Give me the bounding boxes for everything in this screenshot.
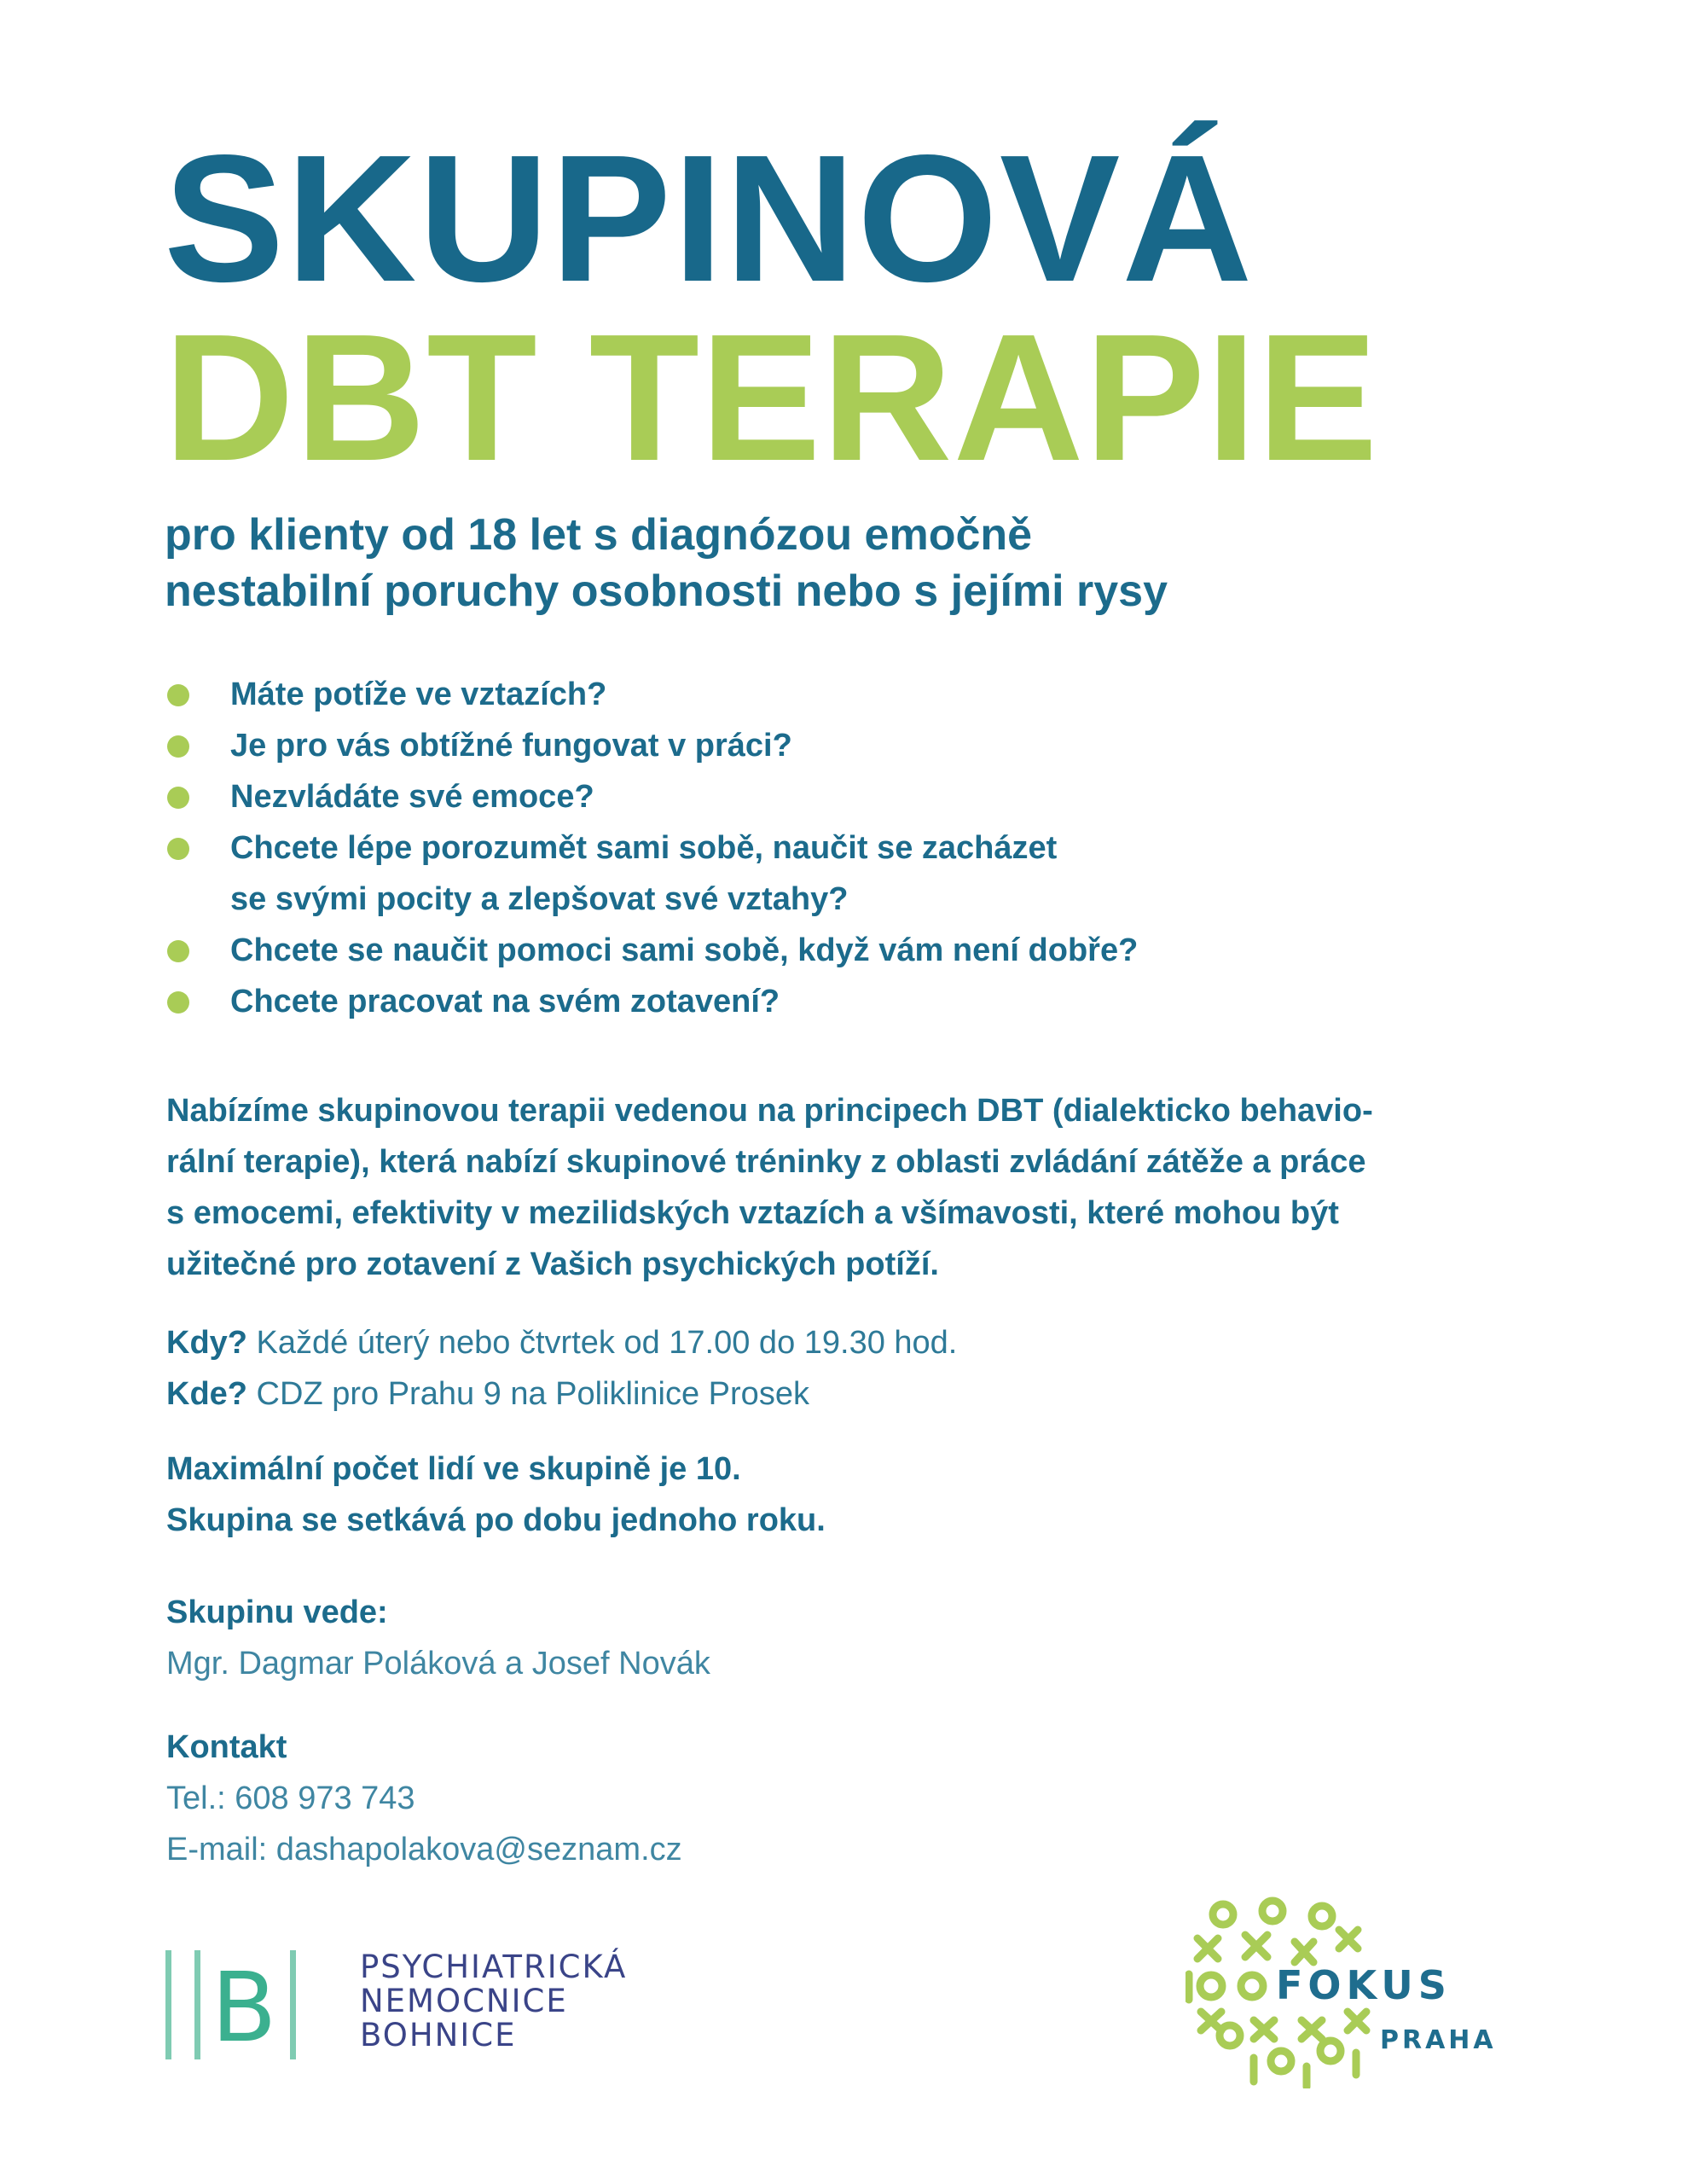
- group-size: Maximální počet lidí ve skupině je 10.: [166, 1451, 741, 1487]
- list-item-text: Chcete pracovat na svém zotavení?: [230, 984, 780, 1019]
- when-label: Kdy?: [166, 1325, 247, 1361]
- subtitle: [165, 507, 1572, 619]
- bohnice-logo: [162, 1945, 674, 2065]
- bohnice-name-line-2: NEMOCNICE: [360, 1983, 568, 2019]
- bullet-dot-icon: [167, 787, 189, 809]
- bohnice-name-line-3: BOHNICE: [360, 2017, 517, 2053]
- list-item-text: Nezvládáte své emoce?: [230, 779, 594, 815]
- bohnice-mark-icon: [162, 1945, 350, 2065]
- contact-label: Kontakt: [166, 1729, 287, 1765]
- title-line-2: DBT TERAPIE: [164, 296, 1379, 498]
- bullet-dot-icon: [167, 940, 189, 962]
- subtitle-line-2: nestabilní poruchy osobnosti nebo s jejími rysy: [165, 566, 1168, 616]
- leaders-label: Skupinu vede:: [166, 1594, 388, 1630]
- contact-email: E-mail: dashapolakova@seznam.cz: [166, 1832, 682, 1867]
- list-item-text: Máte potíže ve vztazích?: [230, 677, 607, 712]
- bohnice-name-line-1: PSYCHIATRICKÁ: [360, 1949, 628, 1985]
- intro-line-3: s emocemi, efektivity v mezilidských vztazích a všímavosti, které mohou být: [166, 1195, 1339, 1231]
- list-item: [167, 669, 1446, 720]
- bohnice-mark-letter: B: [211, 1953, 277, 2064]
- where-info: [166, 1368, 1531, 1420]
- group-duration: Skupina se setkává po dobu jednoho roku.: [166, 1502, 826, 1538]
- fokus-wordmark: FOKUS: [1276, 1962, 1452, 2008]
- list-item-text: Je pro vás obtížné fungovat v práci?: [230, 728, 792, 764]
- bullet-dot-icon: [167, 684, 189, 706]
- subtitle-line-1: pro klienty od 18 let s diagnózou emočně: [165, 510, 1033, 560]
- bullet-dot-icon: [167, 991, 189, 1014]
- question-list: [167, 669, 1446, 1027]
- bullet-dot-icon: [167, 735, 189, 758]
- list-item: [167, 925, 1446, 976]
- intro-line-4: užitečné pro zotavení z Vašich psychických potíží.: [166, 1246, 939, 1282]
- when-value: Každé úterý nebo čtvrtek od 17.00 do 19.30 hod.: [247, 1325, 958, 1361]
- leaders-names: Mgr. Dagmar Poláková a Josef Novák: [166, 1646, 710, 1682]
- list-item-text: Chcete lépe porozumět sami sobě, naučit se zacházet: [230, 830, 1058, 866]
- list-item-text: Chcete se naučit pomoci sami sobě, když vám není dobře?: [230, 932, 1139, 968]
- bohnice-name: [360, 1950, 627, 2053]
- list-item: [167, 976, 1446, 1027]
- title-line-1: SKUPINOVÁ: [164, 117, 1255, 319]
- group-info: [166, 1443, 826, 1546]
- when-info: [166, 1317, 1531, 1368]
- intro-line-1: Nabízíme skupinovou terapii vedenou na principech DBT (dialekticko behavio-: [166, 1093, 1373, 1129]
- bullet-dot-icon: [167, 838, 189, 860]
- fokus-logo: [1186, 1892, 1527, 2088]
- list-item: [167, 720, 1446, 771]
- where-value: CDZ pro Prahu 9 na Poliklinice Prosek: [247, 1376, 809, 1412]
- list-item: [167, 822, 1446, 925]
- fokus-city: PRAHA: [1380, 2025, 1497, 2055]
- contact-phone: Tel.: 608 973 743: [166, 1780, 415, 1816]
- list-item-text-continued: se svými pocity a zlepšovat své vztahy?: [230, 881, 849, 917]
- where-label: Kde?: [166, 1376, 247, 1412]
- intro-line-2: rální terapie), která nabízí skupinové tréninky z oblasti zvládání zátěže a práce: [166, 1144, 1366, 1180]
- list-item: [167, 771, 1446, 822]
- intro-paragraph: [166, 1085, 1514, 1290]
